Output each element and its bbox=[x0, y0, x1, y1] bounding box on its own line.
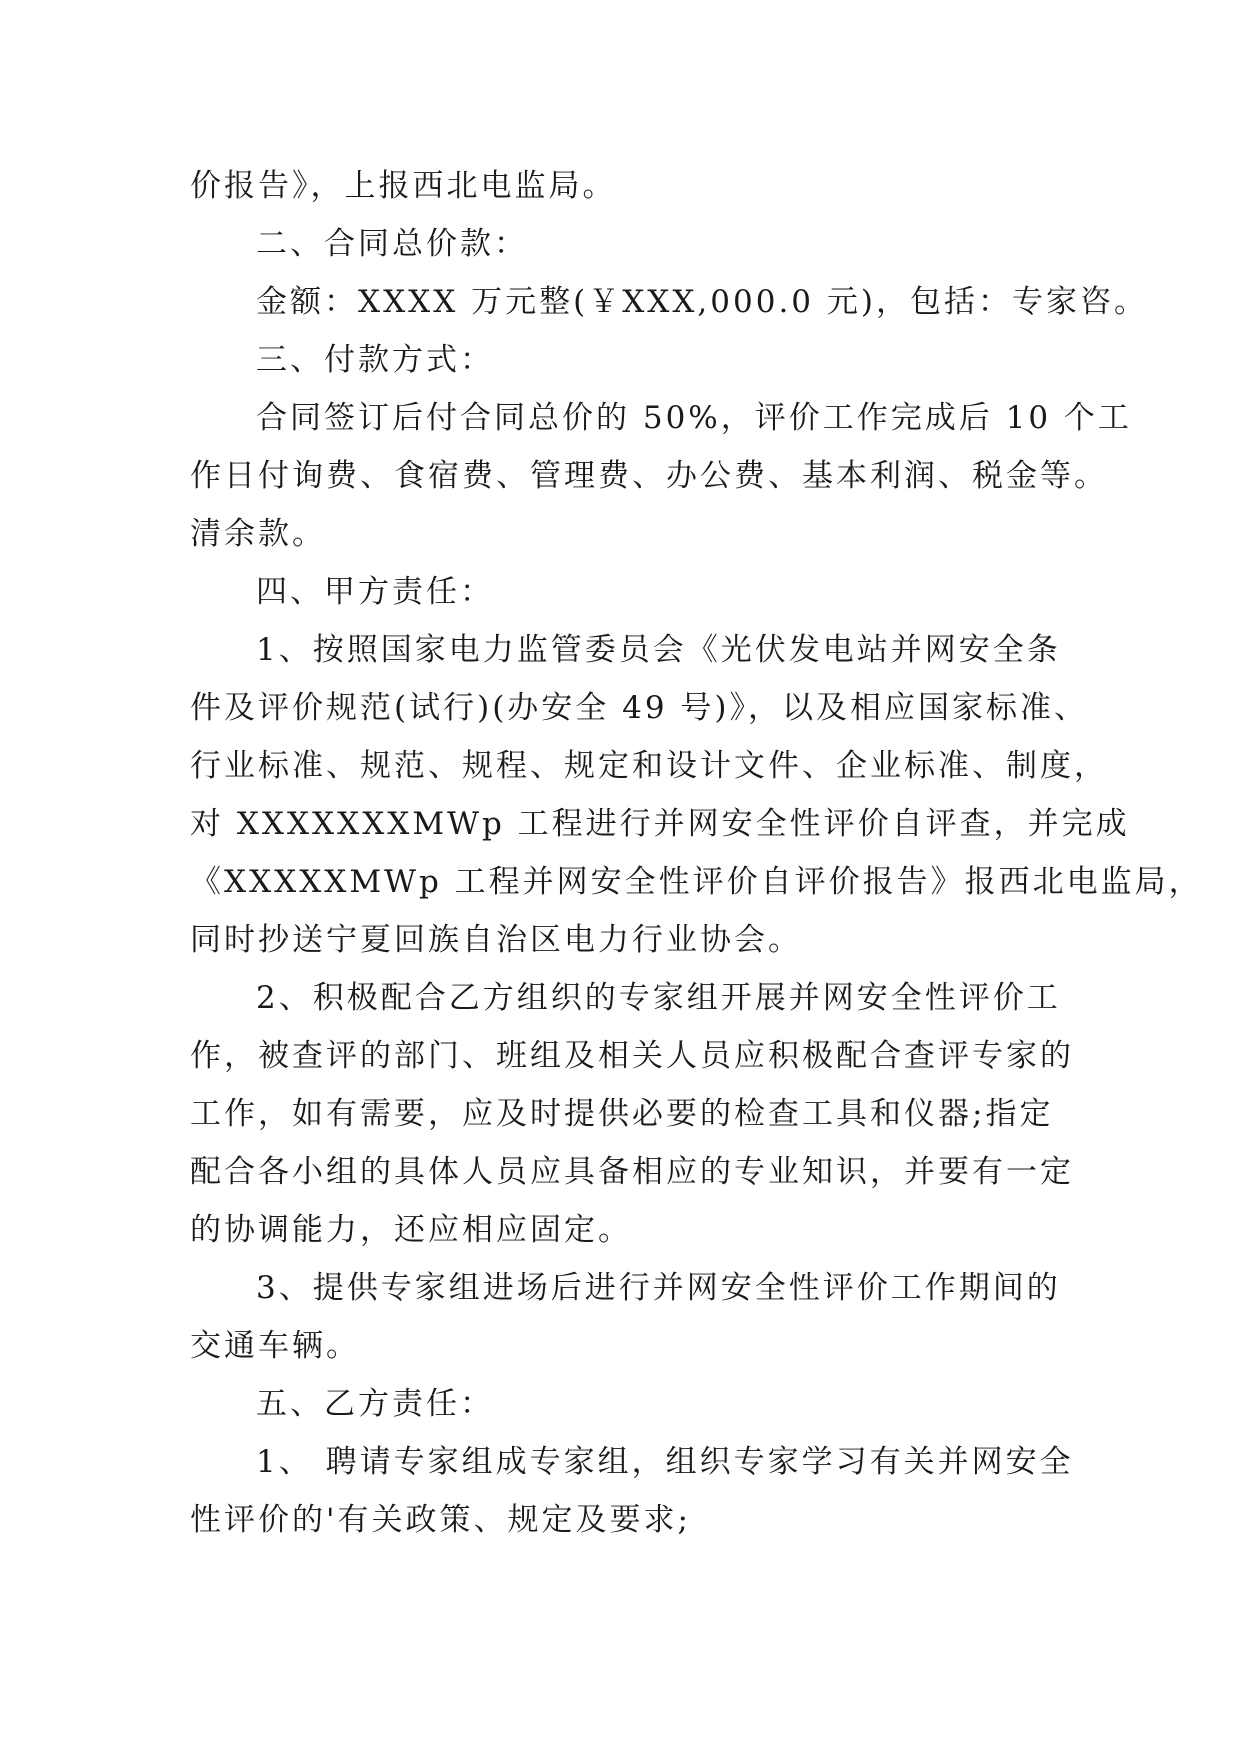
text-line: 1、 聘请专家组成专家组，组织专家学习有关并网安全 bbox=[256, 1444, 1074, 1480]
text-line: 同时抄送宁夏回族自治区电力行业协会。 bbox=[190, 922, 802, 958]
text-line: 件及评价规范(试行)(办安全 49 号)》，以及相应国家标准、 bbox=[190, 690, 1089, 726]
text-line: 交通车辆。 bbox=[190, 1328, 360, 1364]
text-line: 行业标准、规范、规程、规定和设计文件、企业标准、制度， bbox=[190, 748, 1108, 784]
text-line: 合同签订后付合同总价的 50%，评价工作完成后 10 个工 bbox=[256, 400, 1132, 436]
text-line: 工作，如有需要，应及时提供必要的检查工具和仪器;指定 bbox=[190, 1096, 1054, 1132]
text-line: 配合各小组的具体人员应具备相应的专业知识，并要有一定 bbox=[190, 1154, 1074, 1190]
section-heading: 四、甲方责任： bbox=[256, 574, 494, 610]
text-line: 对 XXXXXXXMWp 工程进行并网安全性评价自评查，并完成 bbox=[190, 806, 1130, 842]
text-line: 作，被查评的部门、班组及相关人员应积极配合查评专家的 bbox=[190, 1038, 1074, 1074]
text-line: 2、积极配合乙方组织的专家组开展并网安全性评价工 bbox=[256, 980, 1061, 1016]
section-heading: 五、乙方责任： bbox=[256, 1386, 494, 1422]
text-line: 清余款。 bbox=[190, 516, 326, 552]
text-line: 的协调能力，还应相应固定。 bbox=[190, 1212, 632, 1248]
text-line: 《XXXXXMWp 工程并网安全性评价自评价报告》报西北电监局， bbox=[190, 864, 1203, 900]
section-heading: 三、付款方式： bbox=[256, 342, 494, 378]
text-line: 1、按照国家电力监管委员会《光伏发电站并网安全条 bbox=[256, 632, 1061, 668]
text-line: 3、提供专家组进场后进行并网安全性评价工作期间的 bbox=[256, 1270, 1061, 1306]
section-heading: 二、合同总价款： bbox=[256, 226, 528, 262]
text-line: 金额：XXXX 万元整(￥XXX,000.0 元)，包括：专家咨。 bbox=[256, 284, 1148, 320]
text-line: 价报告》，上报西北电监局。 bbox=[190, 168, 617, 204]
text-line: 性评价的'有关政策、规定及要求; bbox=[190, 1502, 691, 1538]
text-line: 作日付询费、食宿费、管理费、办公费、基本利润、税金等。 bbox=[190, 458, 1108, 494]
